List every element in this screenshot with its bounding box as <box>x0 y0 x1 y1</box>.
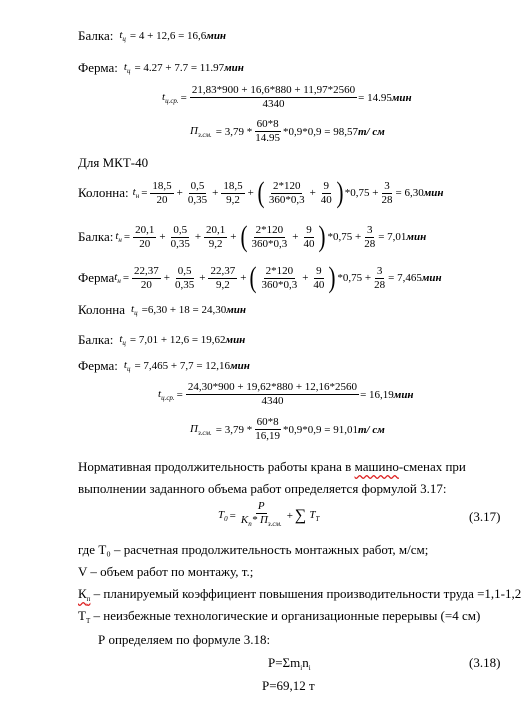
farm-time-line <box>78 60 244 76</box>
column-total-line: Колонна $t_ц$ = 6,30 + 18 = 24,30 мин <box>78 302 246 317</box>
p-result: Р=69,12 т <box>262 678 315 693</box>
unit: мин <box>224 62 244 74</box>
label: Ферма: <box>78 358 118 373</box>
column-formula: Колонна: $t_н$ = $\frac{18,5}{20}$ + $\frac{0,5}{0,35}$ + $\frac{18,5}{9,2}$ + ( $\frac{2*120}{360*0,3}$ + $\frac{9}{40}$ ) *0,75 + $\frac{3}{28}$ = 6,30 мин <box>78 176 444 209</box>
avg-fraction: $\frac{21,83*900 + 16,6*880 + 11,97*2560}{4340}$ <box>191 84 356 110</box>
result: = 14.95 <box>358 91 392 104</box>
var: $П_{з.см.}$ <box>190 124 212 139</box>
label: Ферма <box>78 270 115 285</box>
pre: = 3,79 * <box>215 125 253 138</box>
expr: = 7,01 + 12,6 = 19,62 <box>129 334 226 346</box>
label: Балка: <box>78 332 114 347</box>
expr: = 7,465 + 7,7 = 12,16 <box>134 360 231 372</box>
paragraph-line2: выполнении заданного объема работ определяется формулой 3.17: <box>78 481 447 496</box>
expr: = 4.27 + 7.7 = 11.97 <box>134 62 225 74</box>
var: $t_ц$ <box>119 29 126 43</box>
equation-number-3-17: (3.17) <box>469 509 501 524</box>
expr: = 4 + 12,6 = 16,6 <box>129 30 207 42</box>
beam-time-line <box>78 28 226 44</box>
p-definition: Р определяем по формуле 3.18: <box>98 632 271 647</box>
beam-total-line: Балка: $t_ц$ = 7,01 + 12,6 = 19,62 мин <box>78 332 246 347</box>
unit: мин <box>391 91 412 104</box>
productivity-formula-2: $П_{з.см.}$ = 3,79 * $\frac{60*8}{16,19}$ *0,9*0,9 = 91,01 т/ см <box>190 416 385 442</box>
beam-formula: Балка: $t_н$ = $\frac{20,1}{20}$ + $\frac{0,5}{0,35}$ + $\frac{20,1}{9,2}$ + ( $\frac{2*120}{360*0,3}$ + $\frac{9}{40}$ ) *0,75 + $\frac{3}{28}$ = 7,01 мин <box>78 220 427 253</box>
productivity-formula <box>190 118 385 145</box>
avg-time-formula-2: $t_{ц.ср.}$ = $\frac{24,30*900 + 19,62*880 + 12,16*2560}{4340}$ = 16,19 мин <box>158 381 414 407</box>
label: Ферма: <box>78 60 118 75</box>
label: Колонна <box>78 302 126 317</box>
var: $t_ц$ <box>123 61 131 75</box>
def-v: V – объем работ по монтажу, т.; <box>78 564 254 579</box>
label: Балка: <box>78 229 114 244</box>
expr: 6,30 + 18 = 24,30 <box>147 304 227 316</box>
var: $t_{ц.ср.}$ <box>162 90 179 105</box>
def-kp: $К_п$ – планируемый коэффициент повышения производительности труда =1,1-1,2 <box>78 586 522 603</box>
def-tt: $Т_Т$ – неизбежные технологические и организационные перерывы (=4 см) <box>78 608 481 625</box>
avg-time-formula: $t_{ц.ср.}$ = $\frac{21,83*900 + 16,6*880 + 11,97*2560}{4340}$ = 14.95 мин <box>162 84 412 110</box>
def-t0: где Т₀ – расчетная продолжительность монтажных работ, м/см; <box>78 542 429 557</box>
prod-fraction: $\frac{60*8}{14.95}$ <box>255 118 280 144</box>
equation-number-3-18: (3.18) <box>469 655 501 670</box>
equation-3-17: $T_0$ = $\frac{P}{K_п* П_{з.см.}}$ + ∑ $T_T$ <box>218 500 320 528</box>
post: *0,9*0,9 = 98,57 <box>282 125 358 138</box>
paragraph-normative: Нормативная продолжительность работы крана в машино-сменах при <box>78 459 466 474</box>
label: Колонна: <box>78 185 129 200</box>
farm-total-line: Ферма: $t_ц$ = 7,465 + 7,7 = 12,16 мин <box>78 358 250 373</box>
unit: мин <box>206 30 227 42</box>
mkt-heading: Для МКТ-40 <box>78 155 149 170</box>
label: Балка: <box>78 28 114 43</box>
unit: т/ см <box>357 125 385 138</box>
equation-3-18: $Р=\Sigma m_in_i$ <box>268 655 311 672</box>
farm-formula: Ферма $t_н$ = $\frac{22,37}{20}$ + $\frac{0,5}{0,35}$ + $\frac{22,37}{9,2}$ + ( $\frac{2*120}{360*0,3}$ + $\frac{9}{40}$ ) *0,75 + $\frac{3}{28}$ = 7,465 мин <box>78 261 442 294</box>
